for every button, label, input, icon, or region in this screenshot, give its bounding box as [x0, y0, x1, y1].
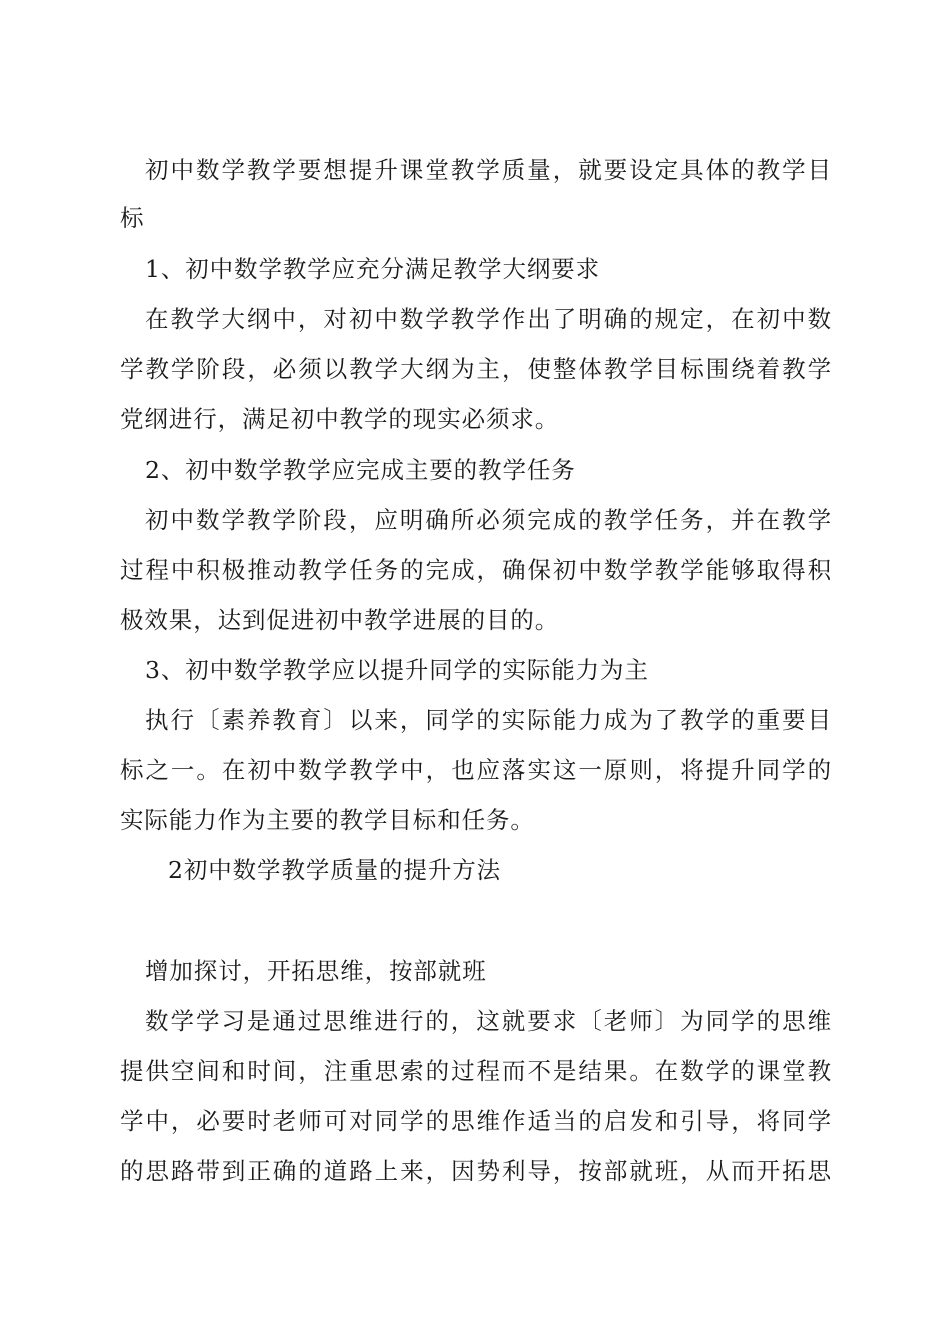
paragraph-line: 过程中积极推动教学任务的完成，确保初中数学教学能够取得积 [120, 556, 832, 584]
section-heading: 2、初中数学教学应完成主要的教学任务 [145, 456, 576, 484]
section-heading: 1、初中数学教学应充分满足教学大纲要求 [145, 255, 601, 283]
paragraph-line: 党纲进行，满足初中教学的现实必须求。 [120, 405, 560, 433]
paragraph-line: 标之一。在初中数学教学中，也应落实这一原则，将提升同学的 [120, 756, 832, 784]
paragraph-line: 初中数学教学要想提升课堂教学质量，就要设定具体的教学目 [145, 156, 832, 184]
paragraph-line: 学中，必要时老师可对同学的思维作适当的启发和引导，将同学 [120, 1107, 832, 1135]
paragraph-line: 实际能力作为主要的教学目标和任务。 [120, 806, 535, 834]
paragraph-line: 执行〔素养教育〕以来，同学的实际能力成为了教学的重要目 [145, 706, 832, 734]
section-heading: 增加探讨，开拓思维，按部就班 [145, 957, 487, 985]
paragraph-line: 学教学阶段，必须以教学大纲为主，使整体教学目标围绕着教学 [120, 355, 832, 383]
chapter-heading: 2初中数学教学质量的提升方法 [168, 856, 502, 884]
paragraph-line: 在教学大纲中，对初中数学教学作出了明确的规定，在初中数 [145, 305, 832, 333]
paragraph-line: 标 [120, 204, 145, 232]
paragraph-line: 数学学习是通过思维进行的，这就要求〔老师〕为同学的思维 [145, 1007, 832, 1035]
paragraph-line: 的思路带到正确的道路上来，因势利导，按部就班，从而开拓思 [120, 1157, 832, 1185]
section-heading: 3、初中数学教学应以提升同学的实际能力为主 [145, 656, 649, 684]
paragraph-line: 提供空间和时间，注重思索的过程而不是结果。在数学的课堂教 [120, 1057, 832, 1085]
paragraph-line: 极效果，达到促进初中教学进展的目的。 [120, 606, 560, 634]
paragraph-line: 初中数学教学阶段，应明确所必须完成的教学任务，并在教学 [145, 506, 832, 534]
